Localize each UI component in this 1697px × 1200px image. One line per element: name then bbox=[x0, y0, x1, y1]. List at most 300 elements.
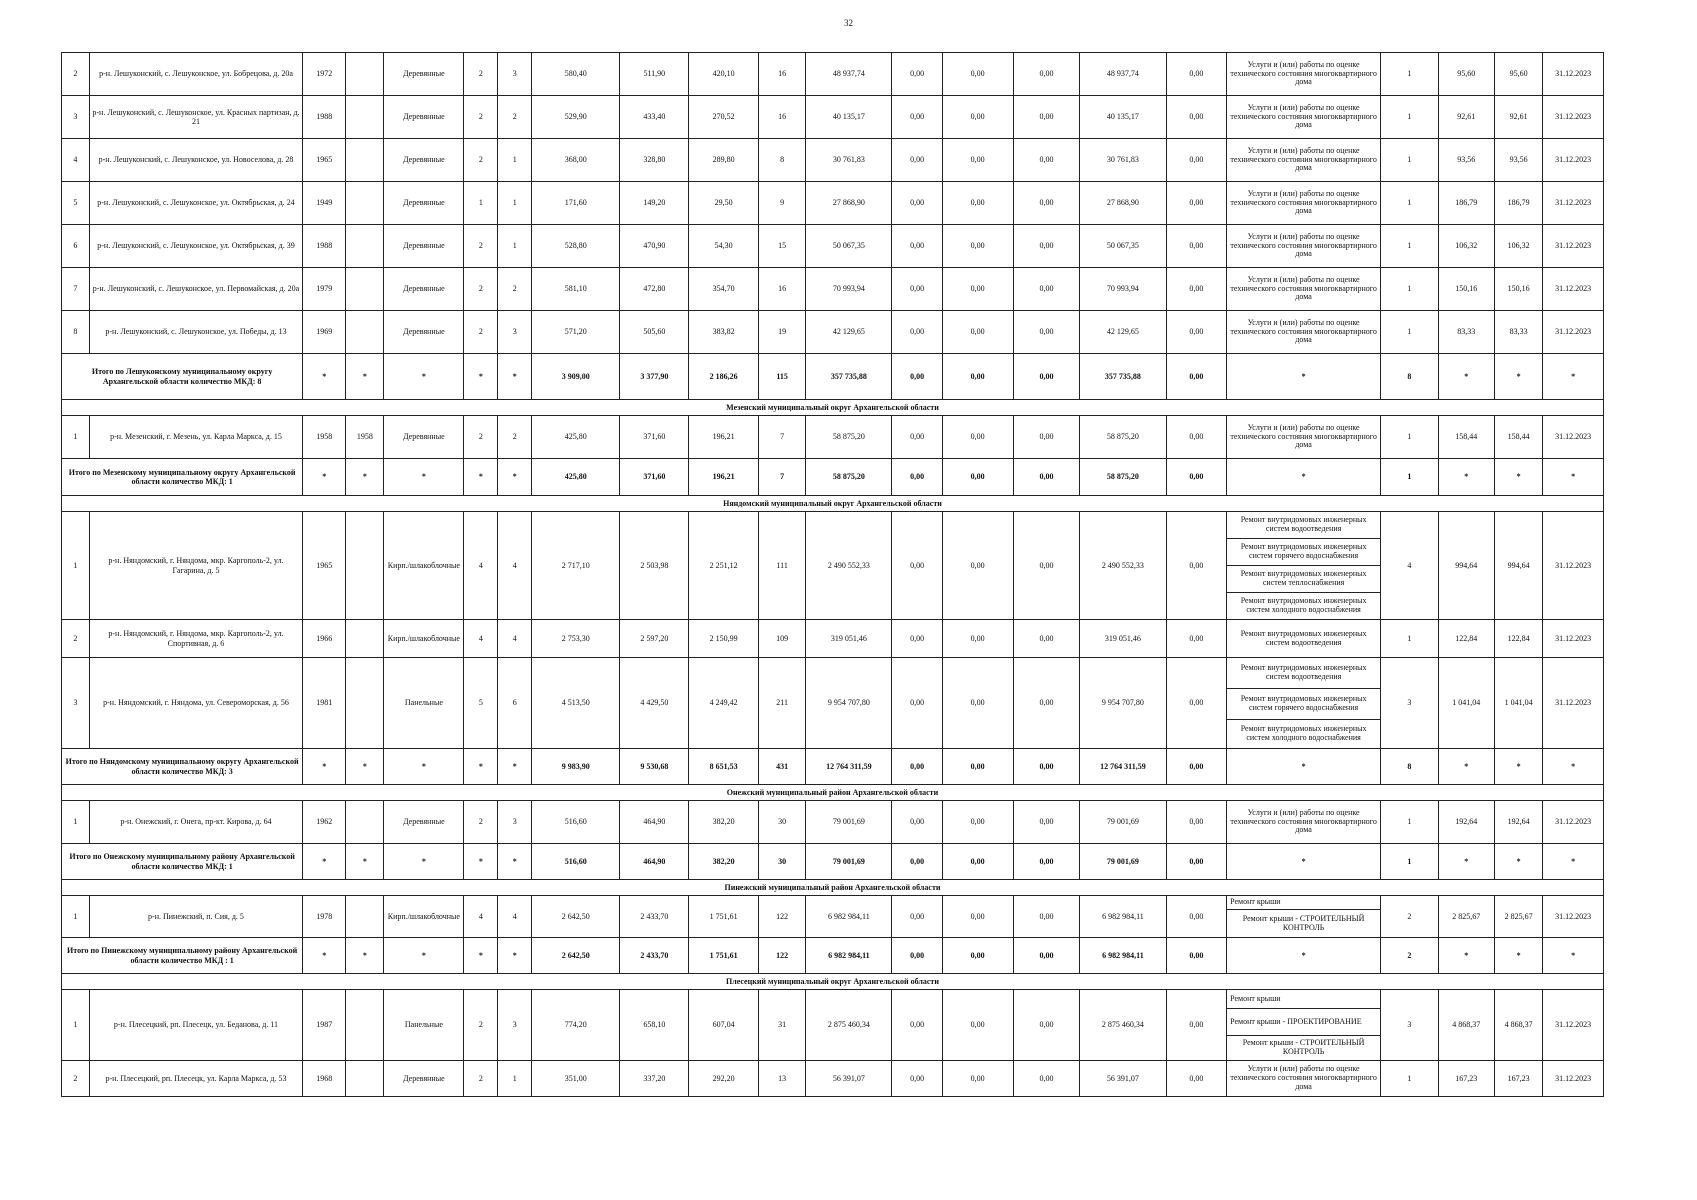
work-type: Услуги и (или) работы по оценке технического состояния многоквартирного дома bbox=[1230, 317, 1377, 345]
repair-register-table bbox=[61, 52, 1604, 1097]
section-header bbox=[62, 974, 1604, 990]
row-number: 3 bbox=[62, 658, 90, 749]
limit-per-sqm: 95,60 bbox=[1495, 53, 1543, 96]
star: * bbox=[1438, 938, 1494, 974]
work-count: 1 bbox=[1381, 225, 1438, 268]
star: * bbox=[1543, 938, 1604, 974]
cost-total: 319 051,46 bbox=[806, 620, 892, 658]
table-row bbox=[62, 896, 1604, 938]
year-built: 1962 bbox=[303, 801, 346, 844]
deadline: 31.12.2023 bbox=[1543, 96, 1604, 139]
residents: 19 bbox=[759, 311, 806, 354]
fund-local: 0,00 bbox=[1013, 96, 1080, 139]
area-total: 516,60 bbox=[532, 844, 620, 880]
area-total: 4 513,50 bbox=[532, 658, 620, 749]
deadline: 31.12.2023 bbox=[1543, 311, 1604, 354]
fund-other: 0,00 bbox=[1166, 1061, 1227, 1097]
work-type: Ремонт крыши bbox=[1227, 896, 1380, 910]
work-count: 1 bbox=[1381, 182, 1438, 225]
fund-other: 0,00 bbox=[1166, 225, 1227, 268]
fund-other: 0,00 bbox=[1166, 268, 1227, 311]
floors: 2 bbox=[464, 53, 498, 96]
wall-material: Деревянные bbox=[384, 268, 464, 311]
fund-owners: 9 954 707,80 bbox=[1080, 658, 1166, 749]
section-title: Онежский муниципальный район Архангельской области bbox=[62, 785, 1604, 801]
cost-total: 58 875,20 bbox=[806, 459, 892, 496]
section-header bbox=[62, 785, 1604, 801]
cost-per-sqm: 2 825,67 bbox=[1438, 896, 1494, 938]
fund-federal: 0,00 bbox=[892, 53, 942, 96]
reconstruction-year: 1958 bbox=[346, 416, 384, 459]
work-type: Услуги и (или) работы по оценке технического состояния многоквартирного дома bbox=[1230, 274, 1377, 302]
work-count: 1 bbox=[1381, 459, 1438, 496]
row-number: 6 bbox=[62, 225, 90, 268]
cost-per-sqm: 4 868,37 bbox=[1438, 990, 1494, 1061]
star: * bbox=[464, 749, 498, 785]
table-row bbox=[62, 96, 1604, 139]
deadline: 31.12.2023 bbox=[1543, 620, 1604, 658]
entrances: 1 bbox=[498, 139, 532, 182]
address: р-н. Лешуконский, с. Лешуконское, ул. Бобрецова, д. 20а bbox=[89, 53, 303, 96]
cost-total: 30 761,83 bbox=[806, 139, 892, 182]
fund-federal: 0,00 bbox=[892, 749, 942, 785]
fund-owners: 27 868,90 bbox=[1080, 182, 1166, 225]
residents: 7 bbox=[759, 459, 806, 496]
entrances: 1 bbox=[498, 182, 532, 225]
fund-federal: 0,00 bbox=[892, 416, 942, 459]
reconstruction-year bbox=[346, 182, 384, 225]
wall-material: Деревянные bbox=[384, 801, 464, 844]
area-total: 2 642,50 bbox=[532, 896, 620, 938]
cost-total: 6 982 984,11 bbox=[806, 938, 892, 974]
fund-federal: 0,00 bbox=[892, 801, 942, 844]
star: * bbox=[498, 844, 532, 880]
entrances: 4 bbox=[498, 896, 532, 938]
wall-material: Деревянные bbox=[384, 53, 464, 96]
fund-owners: 48 937,74 bbox=[1080, 53, 1166, 96]
wall-material: Деревянные bbox=[384, 416, 464, 459]
fund-regional: 0,00 bbox=[942, 225, 1013, 268]
area-residential: 196,21 bbox=[689, 416, 759, 459]
fund-local: 0,00 bbox=[1013, 749, 1080, 785]
fund-owners: 58 875,20 bbox=[1080, 416, 1166, 459]
floors: 2 bbox=[464, 990, 498, 1061]
fund-owners: 56 391,07 bbox=[1080, 1061, 1166, 1097]
star: * bbox=[464, 354, 498, 400]
row-number: 3 bbox=[62, 96, 90, 139]
year-built: 1978 bbox=[303, 896, 346, 938]
reconstruction-year bbox=[346, 896, 384, 938]
fund-owners: 50 067,35 bbox=[1080, 225, 1166, 268]
star: * bbox=[384, 459, 464, 496]
cost-per-sqm: 1 041,04 bbox=[1438, 658, 1494, 749]
entrances: 1 bbox=[498, 225, 532, 268]
fund-federal: 0,00 bbox=[892, 354, 942, 400]
work-count: 1 bbox=[1381, 268, 1438, 311]
deadline: 31.12.2023 bbox=[1543, 990, 1604, 1061]
fund-other: 0,00 bbox=[1166, 620, 1227, 658]
floors: 2 bbox=[464, 139, 498, 182]
area-residential: 382,20 bbox=[689, 801, 759, 844]
area-premises: 2 433,70 bbox=[620, 938, 689, 974]
area-residential: 29,50 bbox=[689, 182, 759, 225]
section-header bbox=[62, 880, 1604, 896]
floors: 1 bbox=[464, 182, 498, 225]
residents: 31 bbox=[759, 990, 806, 1061]
address: р-н. Лешуконский, с. Лешуконское, ул. Новоселова, д. 28 bbox=[89, 139, 303, 182]
address: р-н. Плесецкий, рп. Плесецк, ул. Карла Маркса, д. 53 bbox=[89, 1061, 303, 1097]
wall-material: Кирп./шлакоблочные bbox=[384, 620, 464, 658]
area-residential: 270,52 bbox=[689, 96, 759, 139]
fund-local: 0,00 bbox=[1013, 225, 1080, 268]
residents: 122 bbox=[759, 896, 806, 938]
fund-regional: 0,00 bbox=[942, 96, 1013, 139]
residents: 9 bbox=[759, 182, 806, 225]
fund-regional: 0,00 bbox=[942, 620, 1013, 658]
area-premises: 371,60 bbox=[620, 416, 689, 459]
cost-total: 2 490 552,33 bbox=[806, 512, 892, 620]
work-types bbox=[1227, 620, 1381, 658]
area-residential: 196,21 bbox=[689, 459, 759, 496]
table-row bbox=[62, 620, 1604, 658]
entrances: 3 bbox=[498, 311, 532, 354]
table-row bbox=[62, 512, 1604, 620]
reconstruction-year bbox=[346, 53, 384, 96]
residents: 30 bbox=[759, 801, 806, 844]
wall-material: Деревянные bbox=[384, 96, 464, 139]
fund-owners: 319 051,46 bbox=[1080, 620, 1166, 658]
star: * bbox=[303, 354, 346, 400]
star: * bbox=[1227, 354, 1381, 400]
work-count: 8 bbox=[1381, 354, 1438, 400]
work-types bbox=[1227, 225, 1381, 268]
work-count: 3 bbox=[1381, 990, 1438, 1061]
work-count: 1 bbox=[1381, 139, 1438, 182]
star: * bbox=[346, 844, 384, 880]
area-total: 351,00 bbox=[532, 1061, 620, 1097]
year-built: 1966 bbox=[303, 620, 346, 658]
star: * bbox=[464, 844, 498, 880]
entrances: 1 bbox=[498, 1061, 532, 1097]
wall-material: Кирп./шлакоблочные bbox=[384, 896, 464, 938]
area-total: 774,20 bbox=[532, 990, 620, 1061]
area-residential: 2 251,12 bbox=[689, 512, 759, 620]
work-type: Ремонт крыши bbox=[1227, 990, 1380, 1009]
entrances: 4 bbox=[498, 620, 532, 658]
section-title: Мезенский муниципальный округ Архангельской области bbox=[62, 400, 1604, 416]
work-types bbox=[1227, 416, 1381, 459]
table-row bbox=[62, 53, 1604, 96]
work-count: 1 bbox=[1381, 620, 1438, 658]
fund-regional: 0,00 bbox=[942, 182, 1013, 225]
residents: 111 bbox=[759, 512, 806, 620]
area-residential: 1 751,61 bbox=[689, 896, 759, 938]
year-built: 1979 bbox=[303, 268, 346, 311]
wall-material: Деревянные bbox=[384, 139, 464, 182]
row-number: 1 bbox=[62, 416, 90, 459]
limit-per-sqm: 158,44 bbox=[1495, 416, 1543, 459]
area-total: 528,80 bbox=[532, 225, 620, 268]
floors: 4 bbox=[464, 620, 498, 658]
area-residential: 2 150,99 bbox=[689, 620, 759, 658]
year-built: 1965 bbox=[303, 139, 346, 182]
cost-per-sqm: 106,32 bbox=[1438, 225, 1494, 268]
fund-local: 0,00 bbox=[1013, 990, 1080, 1061]
cost-total: 56 391,07 bbox=[806, 1061, 892, 1097]
fund-owners: 40 135,17 bbox=[1080, 96, 1166, 139]
work-count: 1 bbox=[1381, 96, 1438, 139]
cost-total: 27 868,90 bbox=[806, 182, 892, 225]
area-total: 516,60 bbox=[532, 801, 620, 844]
cost-total: 9 954 707,80 bbox=[806, 658, 892, 749]
cost-total: 79 001,69 bbox=[806, 844, 892, 880]
fund-local: 0,00 bbox=[1013, 311, 1080, 354]
section-title: Няндомский муниципальный округ Архангельской области bbox=[62, 496, 1604, 512]
row-number: 7 bbox=[62, 268, 90, 311]
fund-owners: 79 001,69 bbox=[1080, 844, 1166, 880]
fund-local: 0,00 bbox=[1013, 512, 1080, 620]
address: р-н. Лешуконский, с. Лешуконское, ул. Октябрьская, д. 24 bbox=[89, 182, 303, 225]
page-number: 32 bbox=[844, 18, 853, 28]
wall-material: Деревянные bbox=[384, 225, 464, 268]
work-count: 1 bbox=[1381, 416, 1438, 459]
star: * bbox=[384, 749, 464, 785]
fund-regional: 0,00 bbox=[942, 990, 1013, 1061]
area-residential: 354,70 bbox=[689, 268, 759, 311]
area-premises: 9 530,68 bbox=[620, 749, 689, 785]
cost-total: 40 135,17 bbox=[806, 96, 892, 139]
area-total: 580,40 bbox=[532, 53, 620, 96]
work-type: Ремонт внутридомовых инженерных систем горячего водоснабжения bbox=[1227, 539, 1380, 566]
fund-federal: 0,00 bbox=[892, 990, 942, 1061]
star: * bbox=[1227, 749, 1381, 785]
cost-per-sqm: 93,56 bbox=[1438, 139, 1494, 182]
fund-local: 0,00 bbox=[1013, 354, 1080, 400]
fund-federal: 0,00 bbox=[892, 225, 942, 268]
row-number: 1 bbox=[62, 512, 90, 620]
cost-per-sqm: 122,84 bbox=[1438, 620, 1494, 658]
cost-per-sqm: 186,79 bbox=[1438, 182, 1494, 225]
area-residential: 607,04 bbox=[689, 990, 759, 1061]
residents: 8 bbox=[759, 139, 806, 182]
fund-other: 0,00 bbox=[1166, 658, 1227, 749]
reconstruction-year bbox=[346, 1061, 384, 1097]
area-residential: 292,20 bbox=[689, 1061, 759, 1097]
wall-material: Кирп./шлакоблочные bbox=[384, 512, 464, 620]
work-type: Услуги и (или) работы по оценке технического состояния многоквартирного дома bbox=[1230, 59, 1377, 87]
fund-local: 0,00 bbox=[1013, 53, 1080, 96]
entrances: 2 bbox=[498, 416, 532, 459]
work-type: Ремонт внутридомовых инженерных систем водоотведения bbox=[1227, 658, 1380, 689]
cost-per-sqm: 83,33 bbox=[1438, 311, 1494, 354]
star: * bbox=[498, 354, 532, 400]
work-count: 1 bbox=[1381, 53, 1438, 96]
fund-owners: 2 490 552,33 bbox=[1080, 512, 1166, 620]
address: р-н. Пинежский, п. Сия, д. 5 bbox=[89, 896, 303, 938]
fund-other: 0,00 bbox=[1166, 512, 1227, 620]
star: * bbox=[498, 938, 532, 974]
work-count: 1 bbox=[1381, 311, 1438, 354]
wall-material: Панельные bbox=[384, 990, 464, 1061]
year-built: 1969 bbox=[303, 311, 346, 354]
fund-local: 0,00 bbox=[1013, 459, 1080, 496]
work-count: 1 bbox=[1381, 801, 1438, 844]
area-total: 581,10 bbox=[532, 268, 620, 311]
work-types bbox=[1227, 139, 1381, 182]
limit-per-sqm: 93,56 bbox=[1495, 139, 1543, 182]
cost-total: 70 993,94 bbox=[806, 268, 892, 311]
fund-owners: 2 875 460,34 bbox=[1080, 990, 1166, 1061]
limit-per-sqm: 83,33 bbox=[1495, 311, 1543, 354]
area-premises: 2 433,70 bbox=[620, 896, 689, 938]
fund-owners: 79 001,69 bbox=[1080, 801, 1166, 844]
work-count: 2 bbox=[1381, 896, 1438, 938]
residents: 109 bbox=[759, 620, 806, 658]
fund-federal: 0,00 bbox=[892, 844, 942, 880]
residents: 7 bbox=[759, 416, 806, 459]
fund-local: 0,00 bbox=[1013, 896, 1080, 938]
fund-local: 0,00 bbox=[1013, 416, 1080, 459]
area-premises: 505,60 bbox=[620, 311, 689, 354]
year-built: 1988 bbox=[303, 96, 346, 139]
address: р-н. Лешуконский, с. Лешуконское, ул. Красных партизан, д. 21 bbox=[89, 96, 303, 139]
work-types bbox=[1227, 801, 1381, 844]
limit-per-sqm: 1 041,04 bbox=[1495, 658, 1543, 749]
fund-local: 0,00 bbox=[1013, 801, 1080, 844]
work-type: Ремонт внутридомовых инженерных систем холодного водоснабжения bbox=[1240, 724, 1367, 742]
star: * bbox=[346, 938, 384, 974]
work-types bbox=[1227, 896, 1381, 938]
area-residential: 4 249,42 bbox=[689, 658, 759, 749]
deadline: 31.12.2023 bbox=[1543, 416, 1604, 459]
limit-per-sqm: 106,32 bbox=[1495, 225, 1543, 268]
entrances: 3 bbox=[498, 801, 532, 844]
fund-regional: 0,00 bbox=[942, 416, 1013, 459]
fund-federal: 0,00 bbox=[892, 938, 942, 974]
section-title: Плесецкий муниципальный округ Архангельской области bbox=[62, 974, 1604, 990]
fund-regional: 0,00 bbox=[942, 139, 1013, 182]
star: * bbox=[303, 459, 346, 496]
fund-other: 0,00 bbox=[1166, 801, 1227, 844]
address: р-н. Няндомский, г. Няндома, мкр. Каргополь-2, ул. Гагарина, д. 5 bbox=[89, 512, 303, 620]
area-residential: 383,82 bbox=[689, 311, 759, 354]
area-premises: 328,80 bbox=[620, 139, 689, 182]
area-residential: 8 651,53 bbox=[689, 749, 759, 785]
residents: 115 bbox=[759, 354, 806, 400]
work-type: Ремонт внутридомовых инженерных систем горячего водоснабжения bbox=[1227, 689, 1380, 720]
cost-per-sqm: 92,61 bbox=[1438, 96, 1494, 139]
residents: 13 bbox=[759, 1061, 806, 1097]
cost-per-sqm: 167,23 bbox=[1438, 1061, 1494, 1097]
star: * bbox=[1543, 844, 1604, 880]
area-premises: 470,90 bbox=[620, 225, 689, 268]
fund-regional: 0,00 bbox=[942, 896, 1013, 938]
wall-material: Деревянные bbox=[384, 1061, 464, 1097]
section-header bbox=[62, 400, 1604, 416]
area-total: 2 642,50 bbox=[532, 938, 620, 974]
row-number: 2 bbox=[62, 620, 90, 658]
fund-other: 0,00 bbox=[1166, 139, 1227, 182]
total-label: Итого по Няндомскому муниципальному округу Архангельской области количество МКД: 3 bbox=[62, 749, 303, 785]
fund-local: 0,00 bbox=[1013, 139, 1080, 182]
cost-total: 42 129,65 bbox=[806, 311, 892, 354]
deadline: 31.12.2023 bbox=[1543, 268, 1604, 311]
total-row bbox=[62, 938, 1604, 974]
work-type: Услуги и (или) работы по оценке технического состояния многоквартирного дома bbox=[1230, 102, 1377, 130]
reconstruction-year bbox=[346, 96, 384, 139]
reconstruction-year bbox=[346, 658, 384, 749]
table-row bbox=[62, 139, 1604, 182]
entrances: 3 bbox=[498, 53, 532, 96]
fund-other: 0,00 bbox=[1166, 844, 1227, 880]
star: * bbox=[384, 844, 464, 880]
year-built: 1949 bbox=[303, 182, 346, 225]
floors: 5 bbox=[464, 658, 498, 749]
floors: 2 bbox=[464, 225, 498, 268]
fund-other: 0,00 bbox=[1166, 182, 1227, 225]
work-type: Услуги и (или) работы по оценке технического состояния многоквартирного дома bbox=[1230, 807, 1377, 835]
area-residential: 2 186,26 bbox=[689, 354, 759, 400]
star: * bbox=[346, 749, 384, 785]
work-types bbox=[1227, 96, 1381, 139]
star: * bbox=[346, 354, 384, 400]
work-type: Ремонт крыши - ПРОЕКТИРОВАНИЕ bbox=[1227, 1009, 1380, 1036]
year-built: 1968 bbox=[303, 1061, 346, 1097]
work-count: 1 bbox=[1381, 844, 1438, 880]
floors: 2 bbox=[464, 96, 498, 139]
area-total: 3 909,00 bbox=[532, 354, 620, 400]
star: * bbox=[1543, 354, 1604, 400]
cost-total: 12 764 311,59 bbox=[806, 749, 892, 785]
area-premises: 3 377,90 bbox=[620, 354, 689, 400]
fund-federal: 0,00 bbox=[892, 1061, 942, 1097]
residents: 122 bbox=[759, 938, 806, 974]
fund-federal: 0,00 bbox=[892, 139, 942, 182]
address: р-н. Няндомский, г. Няндома, ул. Североморская, д. 56 bbox=[89, 658, 303, 749]
year-built: 1987 bbox=[303, 990, 346, 1061]
star: * bbox=[498, 459, 532, 496]
fund-other: 0,00 bbox=[1166, 896, 1227, 938]
work-type: Услуги и (или) работы по оценке технического состояния многоквартирного дома bbox=[1230, 422, 1377, 450]
star: * bbox=[1438, 749, 1494, 785]
residents: 16 bbox=[759, 96, 806, 139]
star: * bbox=[1495, 459, 1543, 496]
fund-other: 0,00 bbox=[1166, 459, 1227, 496]
deadline: 31.12.2023 bbox=[1543, 139, 1604, 182]
work-type: Услуги и (или) работы по оценке технического состояния многоквартирного дома bbox=[1230, 145, 1377, 173]
fund-federal: 0,00 bbox=[892, 620, 942, 658]
table-row bbox=[62, 225, 1604, 268]
fund-federal: 0,00 bbox=[892, 512, 942, 620]
limit-per-sqm: 192,64 bbox=[1495, 801, 1543, 844]
total-row bbox=[62, 354, 1604, 400]
section-header bbox=[62, 496, 1604, 512]
address: р-н. Плесецкий, рп. Плесецк, ул. Беданова, д. 11 bbox=[89, 990, 303, 1061]
cost-per-sqm: 192,64 bbox=[1438, 801, 1494, 844]
fund-regional: 0,00 bbox=[942, 1061, 1013, 1097]
fund-regional: 0,00 bbox=[942, 311, 1013, 354]
work-type: Ремонт крыши - СТРОИТЕЛЬНЫЙ КОНТРОЛЬ bbox=[1242, 913, 1365, 932]
star: * bbox=[1543, 459, 1604, 496]
work-count: 1 bbox=[1381, 1061, 1438, 1097]
row-number: 1 bbox=[62, 896, 90, 938]
table-row bbox=[62, 416, 1604, 459]
star: * bbox=[1227, 844, 1381, 880]
residents: 16 bbox=[759, 268, 806, 311]
table-row bbox=[62, 801, 1604, 844]
row-number: 4 bbox=[62, 139, 90, 182]
limit-per-sqm: 92,61 bbox=[1495, 96, 1543, 139]
